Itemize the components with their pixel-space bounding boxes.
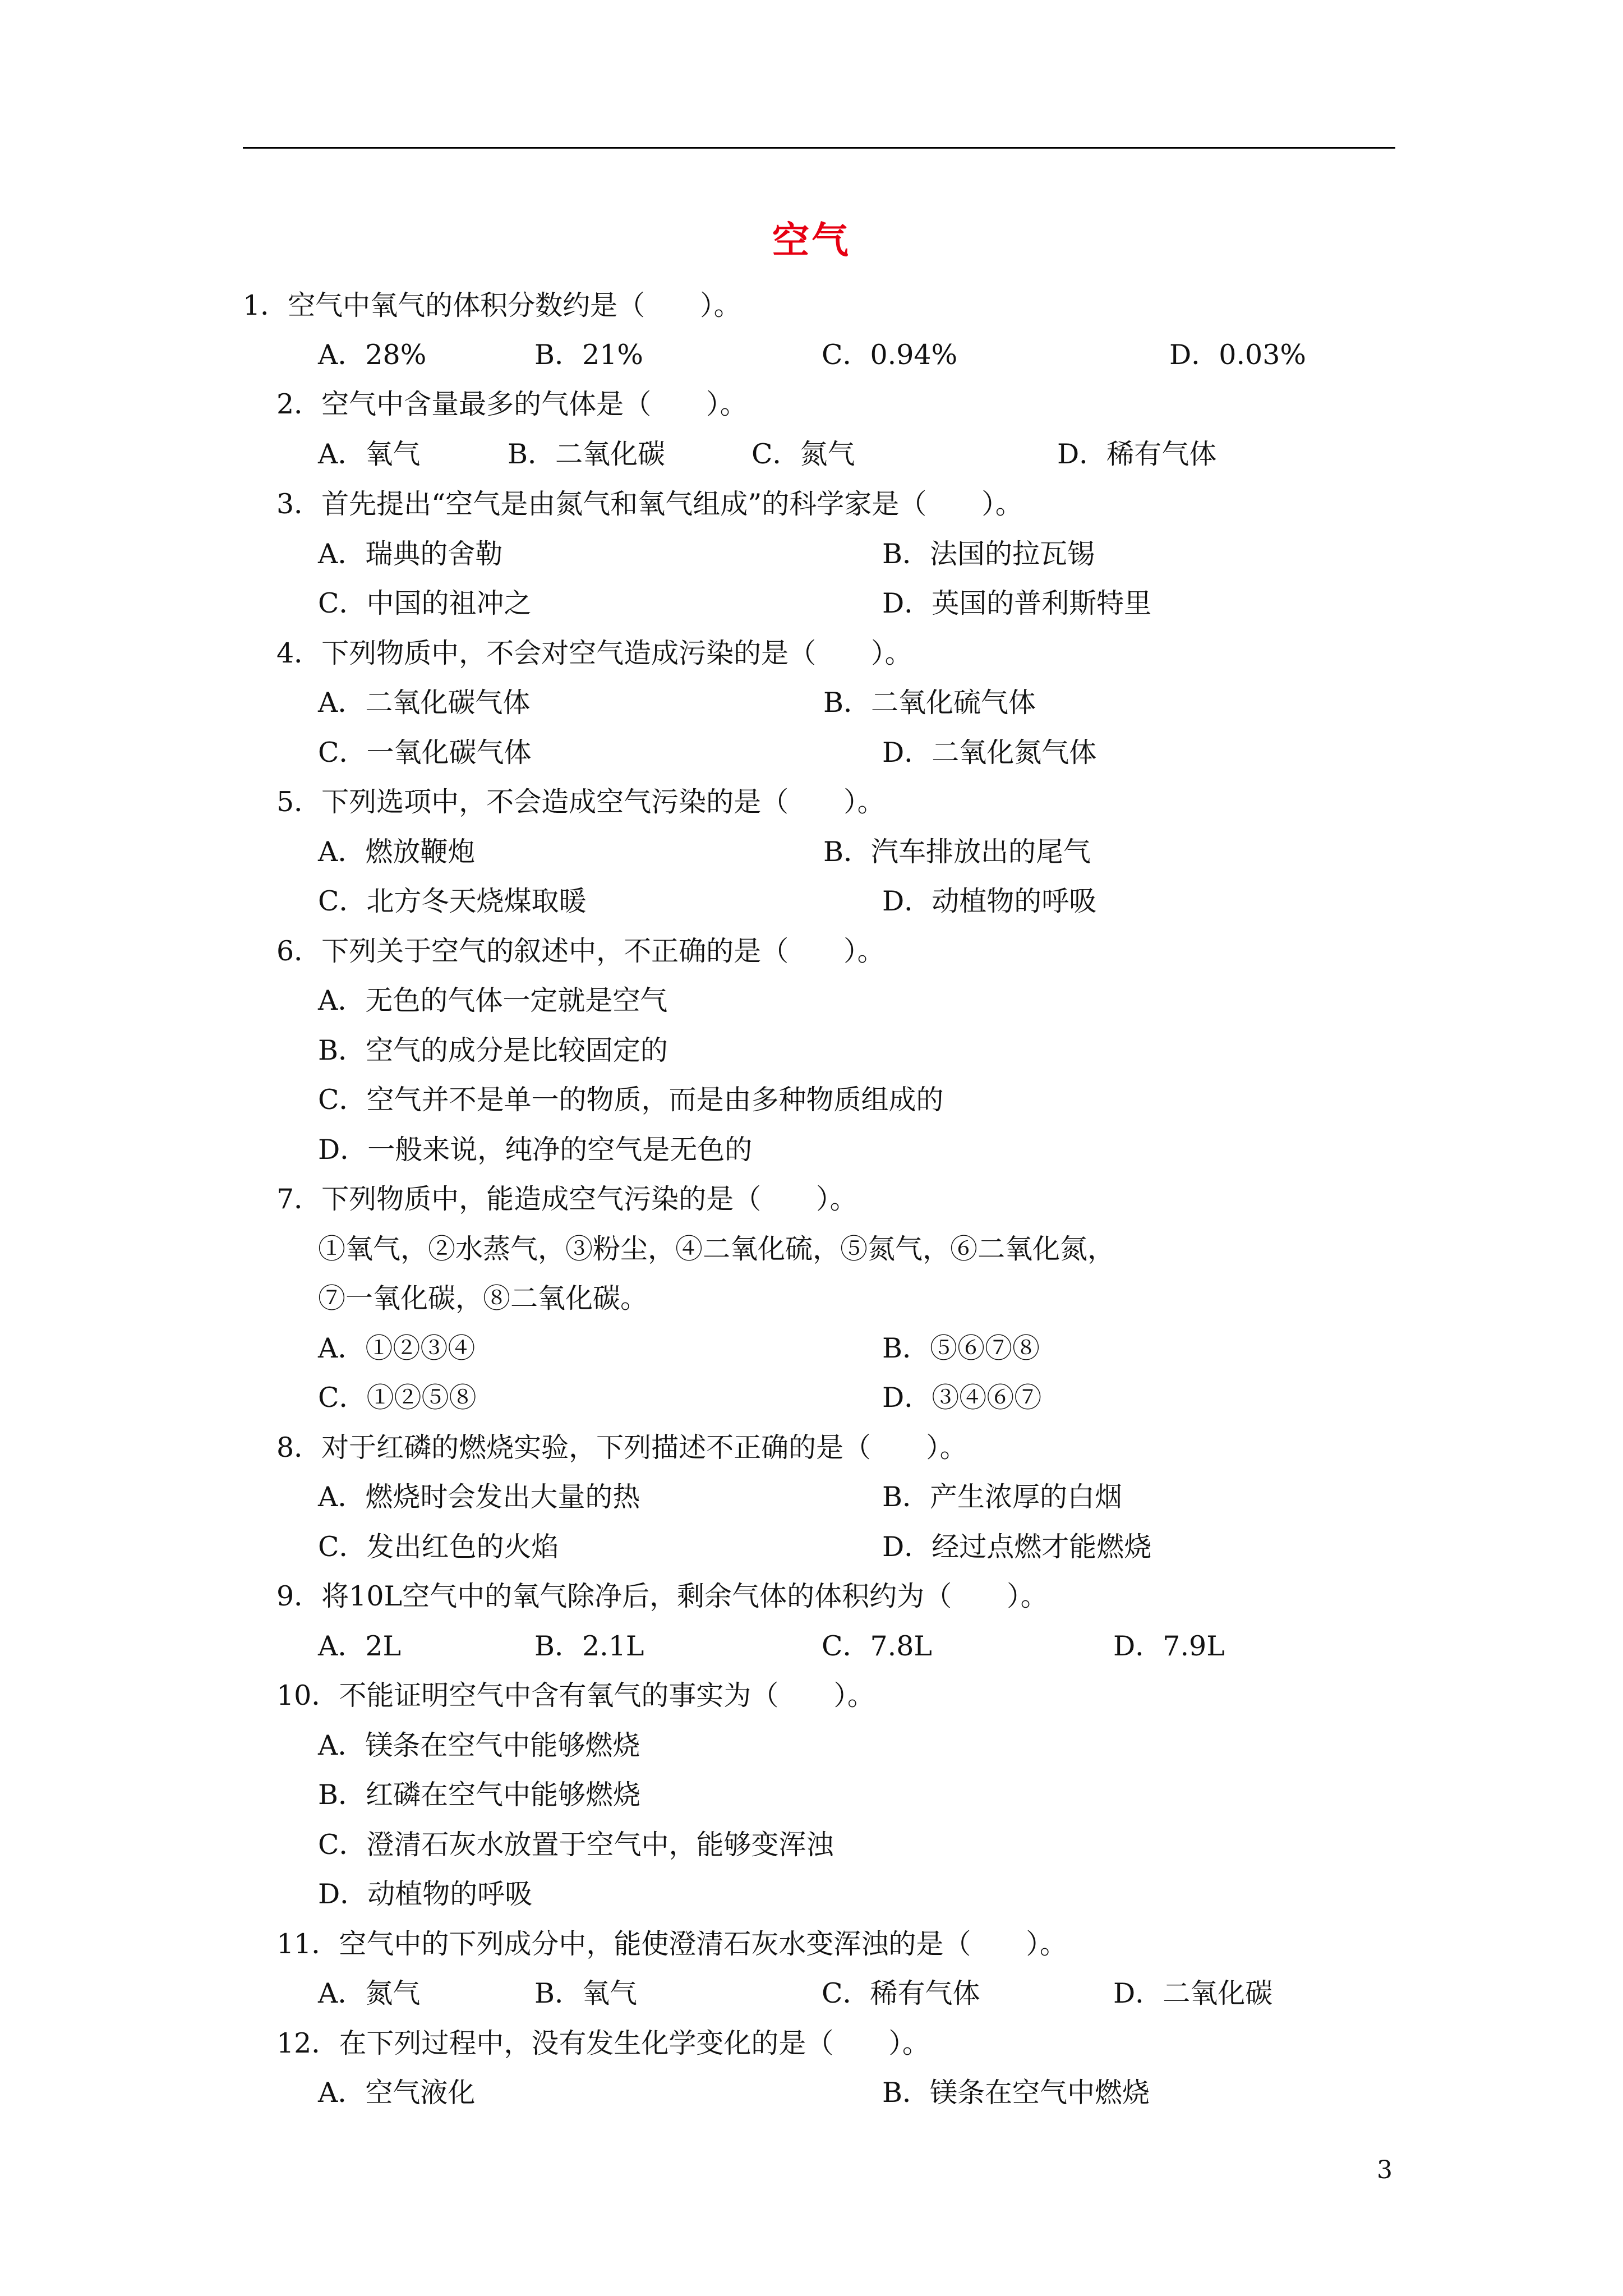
question-8-option-a: A．燃烧时会发出大量的热 — [318, 1481, 640, 1513]
question-6-option-c: C．空气并不是单一的物质，而是由多种物质组成的 — [318, 1084, 944, 1116]
question-9-stem: 9．将10L空气中的氧气除净后，剩余气体的体积约为（ ）。 — [276, 1580, 1048, 1612]
question-2-option-d: D．稀有气体 — [1057, 438, 1217, 470]
question-11-option-a: A．氮气 — [318, 1977, 421, 2009]
question-11-option-d: D．二氧化碳 — [1113, 1977, 1273, 2009]
question-7-option-b: B．⑤⑥⑦⑧ — [882, 1332, 1040, 1364]
question-7-option-c: C．①②⑤⑧ — [318, 1382, 477, 1414]
header-rule — [243, 147, 1395, 149]
page-title: 空气 — [772, 218, 851, 262]
question-7-option-a: A．①②③④ — [318, 1332, 476, 1364]
question-11-option-c: C．稀有气体 — [822, 1977, 980, 2009]
question-3-option-d: D．英国的普利斯特里 — [882, 587, 1152, 619]
question-5-option-c: C．北方冬天烧煤取暖 — [318, 885, 587, 917]
question-2-option-c: C．氮气 — [751, 438, 855, 470]
question-7-option-d: D．③④⑥⑦ — [882, 1382, 1042, 1414]
question-5-option-d: D．动植物的呼吸 — [882, 885, 1097, 917]
question-9-option-c: C．7.8L — [822, 1630, 932, 1662]
question-10-stem: 10．不能证明空气中含有氧气的事实为（ ）。 — [276, 1680, 875, 1711]
question-4-option-a: A．二氧化碳气体 — [318, 687, 531, 719]
question-2-option-b: B．二氧化碳 — [508, 438, 666, 470]
question-10-option-a: A．镁条在空气中能够燃烧 — [318, 1729, 640, 1761]
question-2-stem: 2．空气中含量最多的气体是（ ）。 — [276, 388, 748, 420]
question-4-option-d: D．二氧化氮气体 — [882, 737, 1097, 769]
question-10-option-b: B．红磷在空气中能够燃烧 — [318, 1779, 641, 1811]
question-7-substance-list-line-1: ①氧气，②水蒸气，③粉尘，④二氧化硫，⑤氮气，⑥二氧化氮， — [318, 1233, 1115, 1265]
question-9-option-d: D．7.9L — [1113, 1630, 1225, 1662]
question-7-stem: 7．下列物质中，能造成空气污染的是（ ）。 — [276, 1183, 857, 1215]
question-5-stem: 5．下列选项中，不会造成空气污染的是（ ）。 — [276, 786, 885, 818]
question-9-option-b: B．2.1L — [534, 1630, 644, 1662]
question-8-option-c: C．发出红色的火焰 — [318, 1531, 559, 1563]
question-4-stem: 4．下列物质中，不会对空气造成污染的是（ ）。 — [276, 637, 912, 669]
question-8-option-b: B．产生浓厚的白烟 — [882, 1481, 1123, 1513]
page-number: 3 — [1377, 2156, 1393, 2184]
question-1-option-a: A．28% — [318, 339, 427, 371]
question-11-option-b: B．氧气 — [534, 1977, 638, 2009]
question-6-option-a: A．无色的气体一定就是空气 — [318, 984, 668, 1016]
question-12-option-b: B．镁条在空气中燃烧 — [882, 2077, 1150, 2109]
question-7-substance-list-line-2: ⑦一氧化碳，⑧二氧化碳。 — [318, 1282, 648, 1314]
question-3-stem: 3．首先提出“空气是由氮气和氧气组成”的科学家是（ ）。 — [276, 488, 1023, 520]
question-9-option-a: A．2L — [318, 1630, 402, 1662]
question-1-option-c: C．0.94% — [822, 339, 958, 371]
question-6-option-b: B．空气的成分是比较固定的 — [318, 1034, 668, 1066]
question-8-option-d: D．经过点燃才能燃烧 — [882, 1531, 1152, 1563]
question-1-option-b: B．21% — [534, 339, 643, 371]
question-12-stem: 12．在下列过程中，没有发生化学变化的是（ ）。 — [276, 2027, 930, 2059]
question-12-option-a: A．空气液化 — [318, 2077, 476, 2109]
question-2-option-a: A．氧气 — [318, 438, 421, 470]
question-3-option-c: C．中国的祖冲之 — [318, 587, 532, 619]
question-10-option-d: D．动植物的呼吸 — [318, 1878, 533, 1910]
question-1-stem: 1．空气中氧气的体积分数约是（ ）。 — [243, 289, 741, 321]
question-10-option-c: C．澄清石灰水放置于空气中，能够变浑浊 — [318, 1829, 834, 1861]
question-6-option-d: D．一般来说，纯净的空气是无色的 — [318, 1134, 753, 1166]
question-8-stem: 8．对于红磷的燃烧实验，下列描述不正确的是（ ）。 — [276, 1432, 967, 1464]
question-3-option-b: B．法国的拉瓦锡 — [882, 538, 1095, 570]
question-5-option-a: A．燃放鞭炮 — [318, 836, 476, 868]
question-1-option-d: D．0.03% — [1169, 339, 1306, 371]
question-3-option-a: A．瑞典的舍勒 — [318, 538, 503, 570]
question-4-option-b: B．二氧化硫气体 — [823, 687, 1036, 719]
question-6-stem: 6．下列关于空气的叙述中，不正确的是（ ）。 — [276, 935, 885, 967]
question-4-option-c: C．一氧化碳气体 — [318, 737, 532, 769]
question-11-stem: 11．空气中的下列成分中，能使澄清石灰水变浑浊的是（ ）。 — [276, 1928, 1067, 1960]
question-5-option-b: B．汽车排放出的尾气 — [823, 836, 1091, 868]
